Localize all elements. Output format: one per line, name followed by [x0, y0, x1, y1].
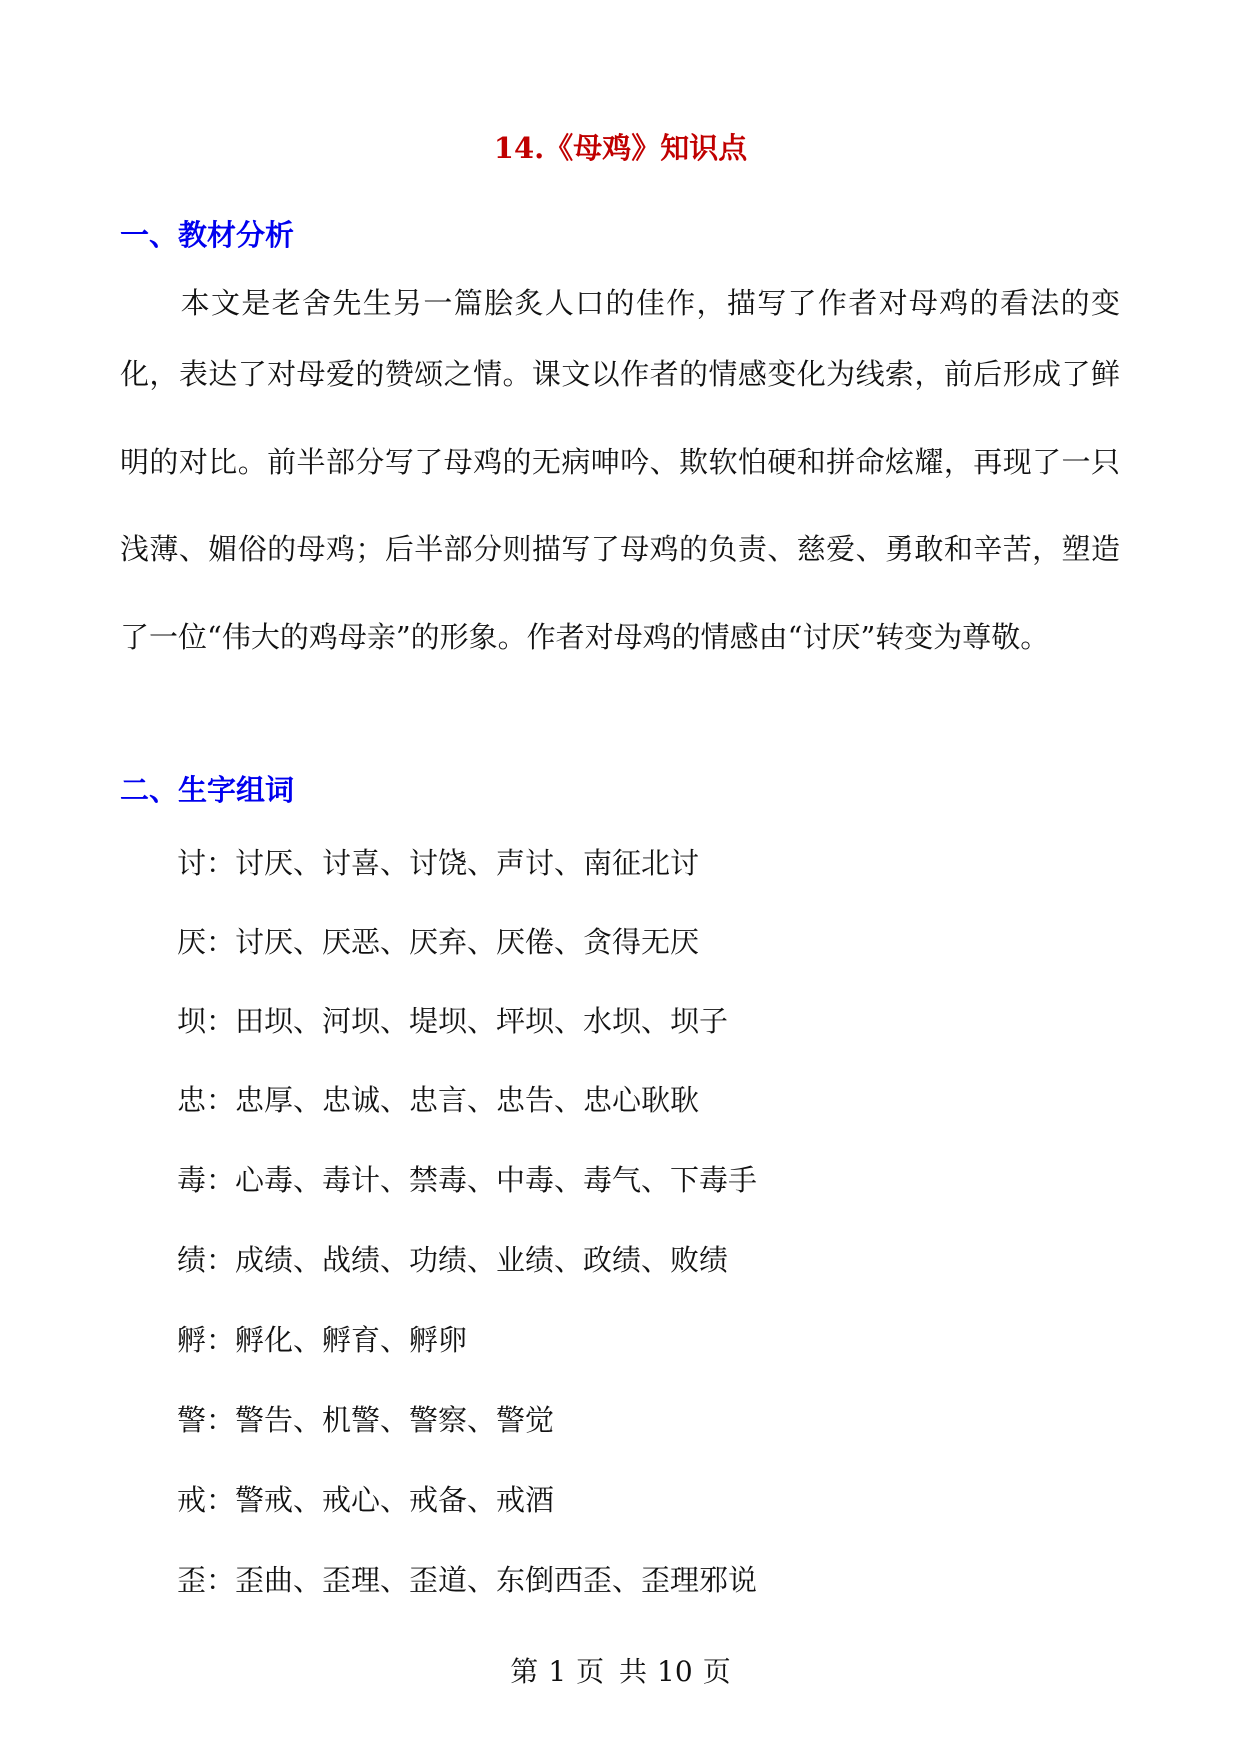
footer-total-pages: 10 — [657, 1655, 693, 1688]
section-heading-new-words: 二、生字组词 — [120, 773, 295, 807]
footer-middle: 页 共 — [576, 1655, 648, 1688]
word-row: 绩：成绩、战绩、功绩、业绩、政绩、败绩 — [177, 1243, 729, 1277]
paragraph-line: 了一位“伟大的鸡母亲”的形象。作者对母鸡的情感由“讨厌”转变为尊敬。 — [120, 620, 1050, 654]
word-row: 厌：讨厌、厌恶、厌弃、厌倦、贪得无厌 — [177, 925, 700, 959]
word-row: 警：警告、机警、警察、警觉 — [177, 1403, 555, 1437]
word-row: 戒：警戒、戒心、戒备、戒酒 — [177, 1483, 555, 1517]
footer-page-number: 1 — [548, 1655, 567, 1688]
paragraph-line: 化，表达了对母爱的赞颂之情。课文以作者的情感变化为线索，前后形成了鲜 — [120, 357, 1120, 391]
page-footer — [0, 1652, 1241, 1692]
paragraph-line: 明的对比。前半部分写了母鸡的无病呻吟、欺软怕硬和拼命炫耀，再现了一只 — [120, 445, 1120, 479]
word-row: 歪：歪曲、歪理、歪道、东倒西歪、歪理邪说 — [177, 1563, 758, 1597]
footer-prefix: 第 — [510, 1655, 539, 1688]
document-title: 14.《母鸡》知识点 — [493, 131, 748, 165]
paragraph-line: 本文是老舍先生另一篇脍炙人口的佳作，描写了作者对母鸡的看法的变 — [120, 286, 1120, 320]
paragraph-line: 浅薄、媚俗的母鸡；后半部分则描写了母鸡的负责、慈爱、勇敢和辛苦，塑造 — [120, 532, 1120, 566]
section-heading-textbook-analysis: 一、教材分析 — [120, 218, 295, 252]
word-row: 毒：心毒、毒计、禁毒、中毒、毒气、下毒手 — [177, 1163, 758, 1197]
word-row: 孵：孵化、孵育、孵卵 — [177, 1323, 468, 1357]
word-row: 坝：田坝、河坝、堤坝、坪坝、水坝、坝子 — [177, 1004, 729, 1038]
footer-suffix: 页 — [702, 1655, 731, 1688]
word-row: 忠：忠厚、忠诚、忠言、忠告、忠心耿耿 — [177, 1083, 700, 1117]
word-row: 讨：讨厌、讨喜、讨饶、声讨、南征北讨 — [177, 846, 700, 880]
